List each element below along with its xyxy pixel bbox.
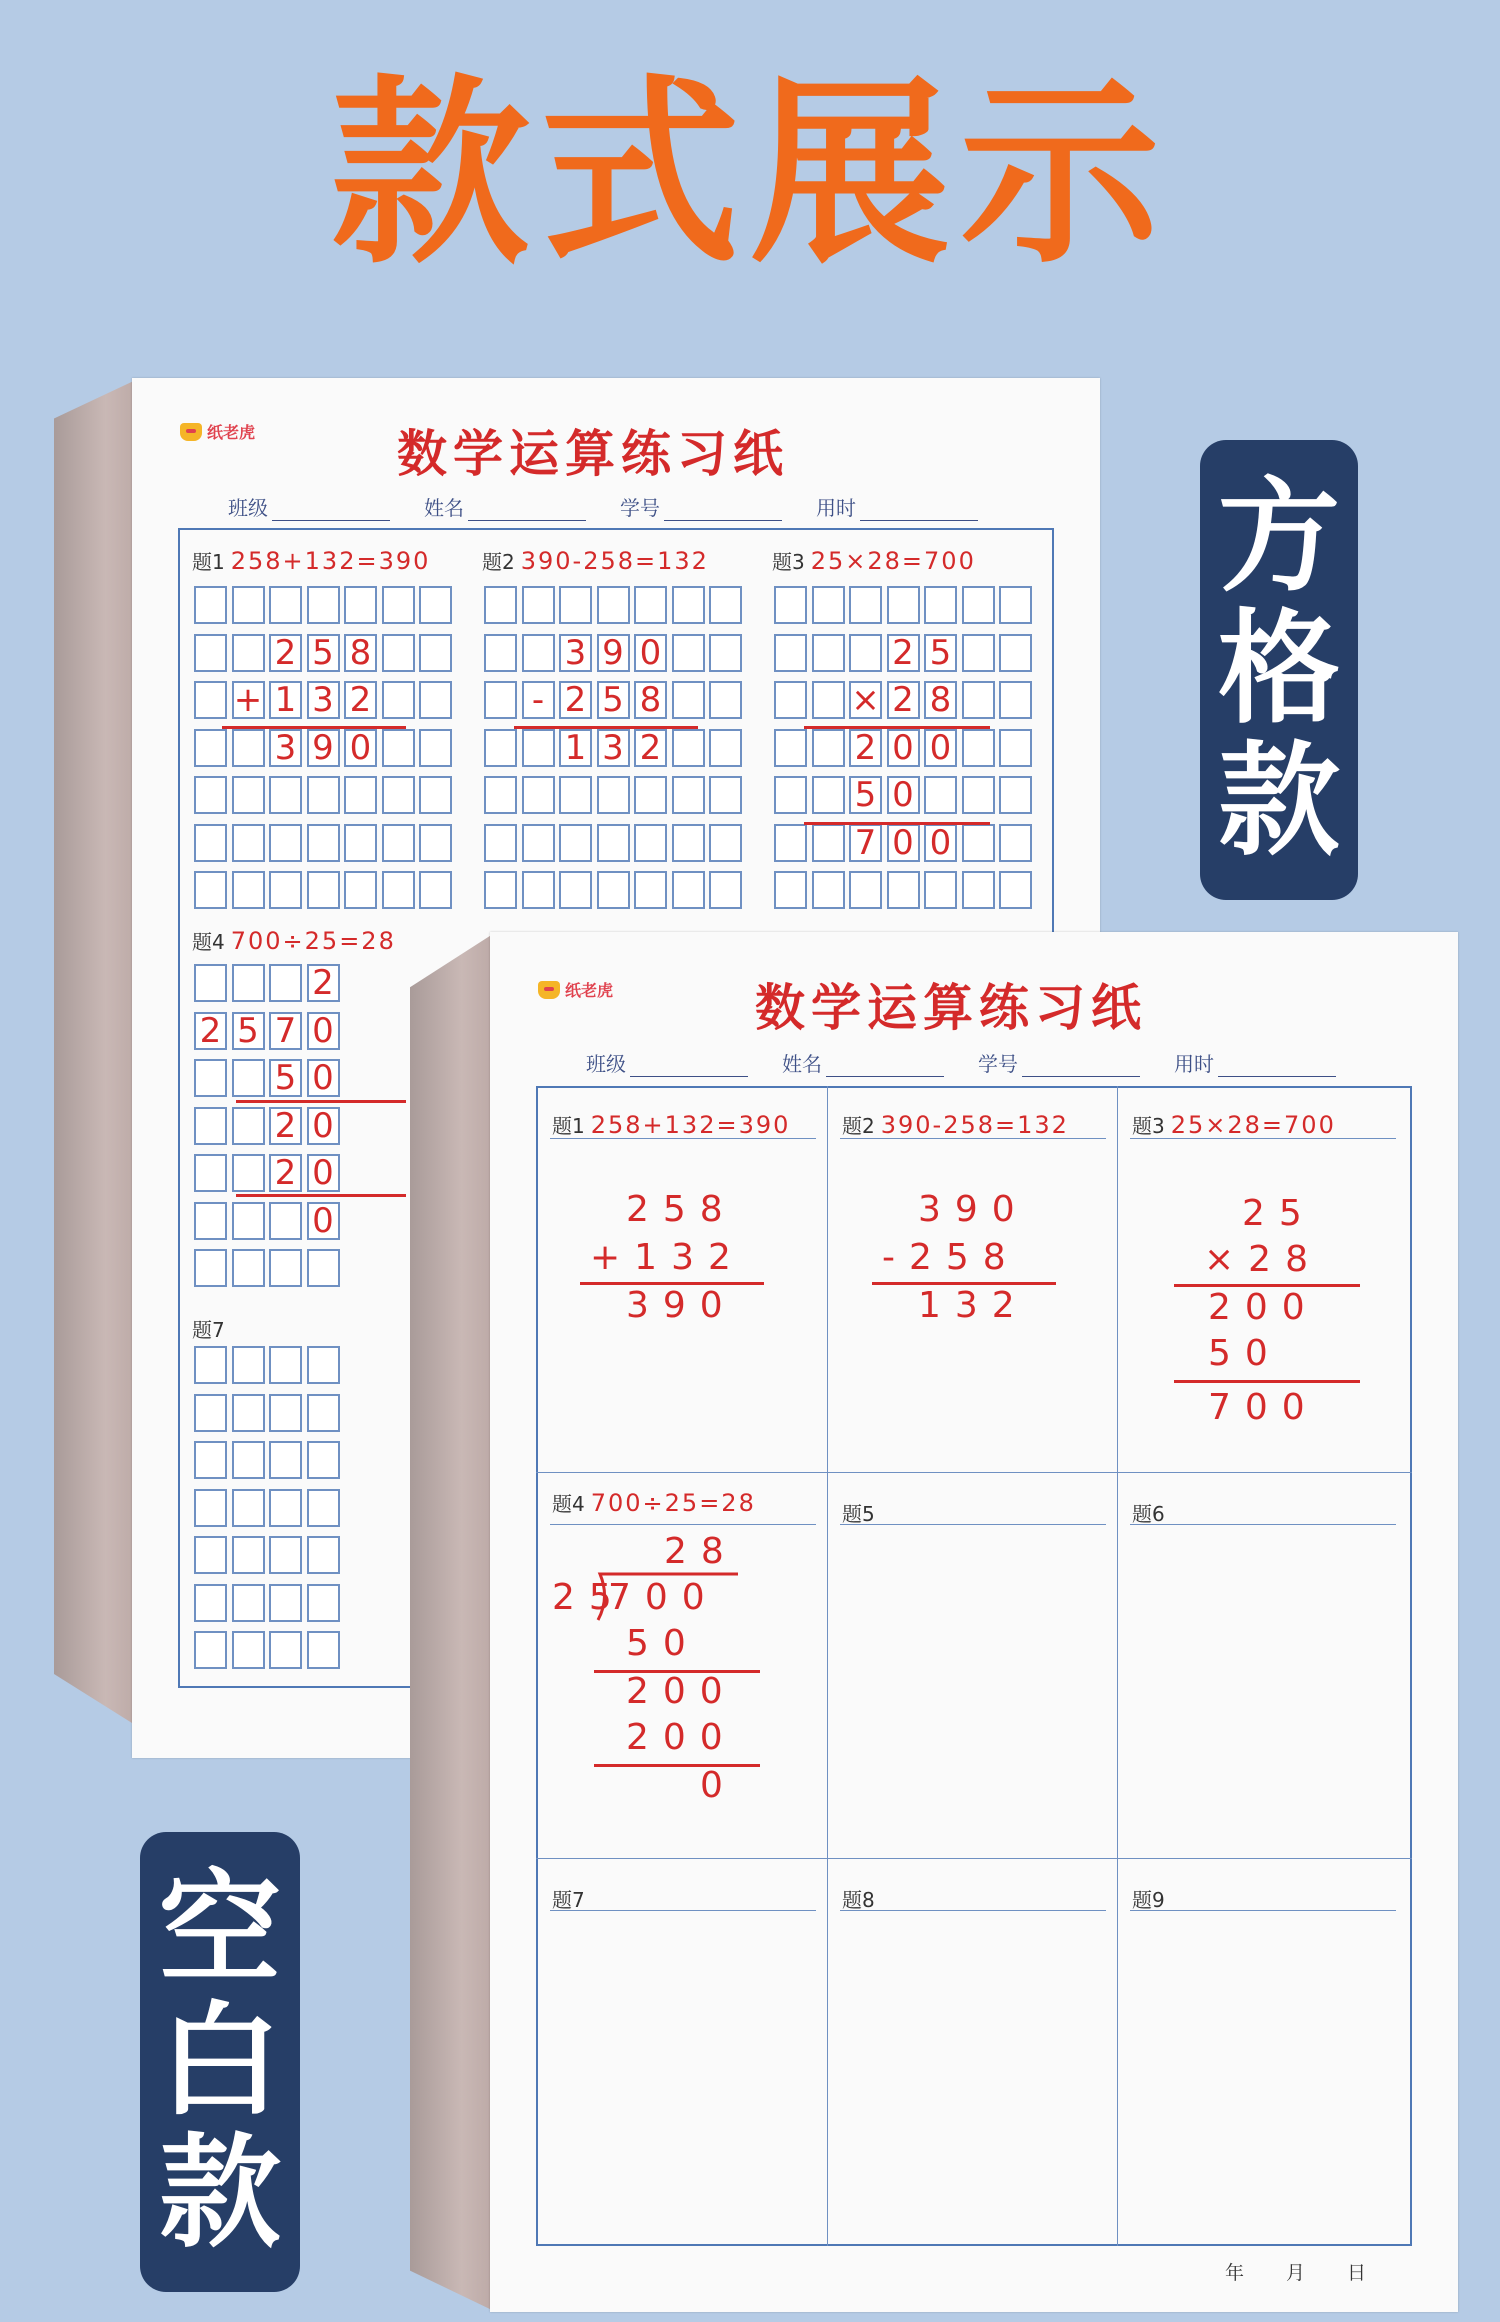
grid-cell bbox=[672, 729, 705, 767]
grid-q2-label: 题2 390-258=132 bbox=[482, 547, 709, 575]
q2-line-1: 390 bbox=[918, 1189, 1029, 1230]
grid-digit: 0 bbox=[349, 727, 372, 768]
grid-digit: 7 bbox=[854, 822, 877, 863]
grid-cell bbox=[307, 1441, 340, 1479]
grid-cell bbox=[269, 1631, 302, 1669]
grid-cell bbox=[419, 776, 452, 814]
grid-digit: 3 bbox=[274, 727, 297, 768]
blank-q9-label: 题9 bbox=[1132, 1888, 1165, 1912]
grid-cell bbox=[232, 586, 265, 624]
grid-cell bbox=[307, 1489, 340, 1527]
grid-cell bbox=[634, 776, 667, 814]
grid-cell bbox=[232, 634, 265, 672]
grid-digit: 0 bbox=[892, 775, 914, 815]
date-year: 年 bbox=[1225, 2262, 1245, 2284]
number-field: 学号 bbox=[978, 1048, 1140, 1077]
grid-q3-label: 题3 25×28=700 bbox=[772, 547, 976, 575]
grid-cell bbox=[382, 634, 415, 672]
grid-cell bbox=[709, 681, 742, 719]
grid-sheet-stack bbox=[54, 378, 140, 1728]
grid-digit: 2 bbox=[349, 680, 372, 720]
grid-cell bbox=[672, 586, 705, 624]
grid-cell bbox=[307, 1584, 340, 1622]
grid-cell bbox=[344, 824, 377, 862]
name-field: 姓名 bbox=[424, 492, 586, 521]
grid-cell bbox=[597, 776, 630, 814]
grid-cell bbox=[812, 729, 845, 767]
grid-cell bbox=[559, 586, 592, 624]
column-divider-2 bbox=[1117, 1086, 1118, 2246]
logo-text: 纸老虎 bbox=[565, 981, 614, 1000]
grid-cell bbox=[419, 729, 452, 767]
grid-cell bbox=[484, 681, 517, 719]
grid-cell bbox=[849, 871, 882, 909]
grid-digit: 3 bbox=[312, 680, 334, 720]
grid-cell bbox=[672, 824, 705, 862]
grid-cell bbox=[559, 871, 592, 909]
grid-cell bbox=[999, 586, 1032, 624]
grid-digit: + bbox=[233, 680, 263, 720]
grid-digit: 2 bbox=[892, 680, 914, 720]
tiger-logo-icon bbox=[180, 423, 202, 441]
grid-cell bbox=[344, 871, 377, 909]
grid-cell bbox=[962, 871, 995, 909]
grid-cell bbox=[484, 729, 517, 767]
grid-cell bbox=[344, 776, 377, 814]
grid-cell bbox=[774, 586, 807, 624]
blank-q4-underline bbox=[550, 1524, 816, 1525]
grid-style-badge: 方 格 款 bbox=[1200, 440, 1358, 900]
grid-cell bbox=[559, 824, 592, 862]
grid-cell bbox=[634, 871, 667, 909]
grid-cell bbox=[232, 964, 265, 1002]
grid-cell bbox=[232, 1489, 265, 1527]
main-title: 款式展示 bbox=[329, 58, 1170, 291]
grid-q4-label: 题4 700÷25=28 bbox=[192, 927, 396, 955]
grid-cell bbox=[924, 586, 957, 624]
grid-digit: 0 bbox=[312, 1010, 334, 1051]
grid-cell bbox=[419, 824, 452, 862]
grid-cell bbox=[522, 776, 555, 814]
grid-cell bbox=[307, 1536, 340, 1574]
grid-cell bbox=[307, 1249, 340, 1287]
grid-cell bbox=[484, 634, 517, 672]
grid-digit: 0 bbox=[929, 822, 952, 863]
grid-cell bbox=[232, 1154, 265, 1192]
grid-q1-label: 题1 258+132=390 bbox=[192, 547, 431, 575]
grid-cell bbox=[194, 681, 227, 719]
grid-cell bbox=[194, 1154, 227, 1192]
blank-q1-underline bbox=[550, 1138, 816, 1139]
q4-dividend: 700 bbox=[608, 1577, 719, 1618]
grid-cell bbox=[307, 1631, 340, 1669]
q3-line-4: 50 bbox=[1208, 1333, 1282, 1374]
grid-digit: 5 bbox=[602, 680, 624, 720]
grid-cell bbox=[709, 776, 742, 814]
grid-digit: 2 bbox=[892, 632, 914, 673]
grid-cell bbox=[232, 1536, 265, 1574]
grid-digit: 0 bbox=[892, 822, 914, 863]
grid-q7-label: 题7 bbox=[192, 1318, 225, 1342]
name-line[interactable] bbox=[826, 1055, 944, 1077]
grid-cell bbox=[522, 824, 555, 862]
grid-digit: 7 bbox=[274, 1010, 297, 1051]
grid-cell bbox=[709, 634, 742, 672]
tiger-logo-icon bbox=[538, 981, 560, 999]
grid-cell bbox=[774, 871, 807, 909]
grid-digit: 2 bbox=[854, 727, 877, 768]
grid-cell bbox=[232, 729, 265, 767]
grid-cell bbox=[887, 586, 920, 624]
grid-cell bbox=[382, 824, 415, 862]
grid-digit: 5 bbox=[854, 775, 877, 815]
grid-cell bbox=[812, 776, 845, 814]
grid-cell bbox=[269, 1489, 302, 1527]
grid-digit: 0 bbox=[312, 1153, 334, 1193]
grid-cell bbox=[709, 586, 742, 624]
grid-cell bbox=[672, 681, 705, 719]
grid-cell bbox=[672, 871, 705, 909]
grid-cell bbox=[999, 634, 1032, 672]
grid-cell bbox=[924, 776, 957, 814]
row-divider-2 bbox=[536, 1858, 1412, 1859]
grid-digit: - bbox=[531, 680, 545, 720]
blank-q3-underline bbox=[1130, 1138, 1396, 1139]
grid-digit: 0 bbox=[929, 727, 952, 768]
grid-digit: 8 bbox=[349, 632, 372, 673]
blank-q5-underline bbox=[840, 1524, 1106, 1525]
grid-cell bbox=[269, 1202, 302, 1240]
grid-digit: 2 bbox=[274, 1153, 297, 1193]
grid-cell bbox=[194, 1584, 227, 1622]
grid-cell bbox=[232, 1584, 265, 1622]
grid-cell bbox=[559, 776, 592, 814]
grid-cell bbox=[962, 776, 995, 814]
grid-cell bbox=[522, 634, 555, 672]
grid-digit: 0 bbox=[892, 727, 914, 768]
blank-q3-label: 题3 25×28=700 bbox=[1132, 1111, 1336, 1139]
blank-q7-underline bbox=[550, 1910, 816, 1911]
q4-remainder: 0 bbox=[700, 1765, 737, 1806]
date-day: 日 bbox=[1347, 2262, 1367, 2284]
grid-cell bbox=[232, 871, 265, 909]
grid-cell bbox=[774, 776, 807, 814]
grid-cell bbox=[194, 1249, 227, 1287]
grid-cell bbox=[194, 1631, 227, 1669]
grid-digit: 0 bbox=[639, 632, 662, 673]
grid-digit: 2 bbox=[199, 1010, 222, 1051]
time-line[interactable] bbox=[860, 499, 978, 521]
grid-cell bbox=[382, 586, 415, 624]
grid-cell bbox=[269, 1441, 302, 1479]
grid-cell bbox=[232, 824, 265, 862]
grid-cell bbox=[382, 871, 415, 909]
q4-quotient: 28 bbox=[664, 1531, 738, 1572]
blank-q6-underline bbox=[1130, 1524, 1396, 1525]
grid-cell bbox=[672, 634, 705, 672]
grid-digit: 3 bbox=[602, 727, 624, 768]
grid-cell bbox=[269, 1584, 302, 1622]
grid-digit: 2 bbox=[564, 680, 587, 720]
grid-cell bbox=[269, 586, 302, 624]
grid-cell bbox=[232, 1202, 265, 1240]
grid-cell bbox=[709, 871, 742, 909]
blank-q7-label: 题7 bbox=[552, 1888, 585, 1912]
blank-q5-label: 题5 bbox=[842, 1502, 875, 1526]
grid-cell bbox=[194, 776, 227, 814]
grid-cell bbox=[194, 1536, 227, 1574]
grid-cell bbox=[484, 776, 517, 814]
grid-cell bbox=[382, 681, 415, 719]
blank-q1-label: 题1 258+132=390 bbox=[552, 1111, 791, 1139]
q4-line-5: 200 bbox=[626, 1671, 737, 1712]
grid-cell bbox=[194, 1346, 227, 1384]
grid-cell bbox=[269, 1249, 302, 1287]
time-field: 用时 bbox=[1174, 1048, 1336, 1077]
grid-cell bbox=[774, 681, 807, 719]
grid-cell bbox=[194, 1059, 227, 1097]
grid-cell bbox=[269, 1346, 302, 1384]
q1-line-2: +132 bbox=[590, 1237, 745, 1278]
grid-result-line bbox=[236, 1194, 406, 1197]
grid-cell bbox=[194, 1202, 227, 1240]
q3-line-2: ×28 bbox=[1204, 1239, 1322, 1280]
grid-cell bbox=[307, 776, 340, 814]
grid-digit: 2 bbox=[312, 963, 334, 1003]
grid-digit: 2 bbox=[274, 1105, 297, 1146]
grid-cell bbox=[774, 824, 807, 862]
class-field: 班级 bbox=[228, 492, 390, 521]
grid-cell bbox=[419, 586, 452, 624]
grid-digit: 9 bbox=[312, 727, 334, 768]
grid-cell bbox=[269, 871, 302, 909]
grid-digit: 3 bbox=[564, 632, 587, 673]
grid-cell bbox=[307, 586, 340, 624]
grid-cell bbox=[597, 871, 630, 909]
blank-sheet-info-row bbox=[586, 1048, 1336, 1077]
class-line[interactable] bbox=[630, 1055, 748, 1077]
grid-digit: 9 bbox=[602, 632, 624, 673]
name-line[interactable] bbox=[468, 499, 586, 521]
grid-cell bbox=[194, 586, 227, 624]
grid-cell bbox=[484, 824, 517, 862]
grid-cell bbox=[634, 586, 667, 624]
grid-cell bbox=[307, 1394, 340, 1432]
grid-cell bbox=[962, 681, 995, 719]
grid-cell bbox=[522, 586, 555, 624]
grid-cell bbox=[194, 729, 227, 767]
grid-cell bbox=[962, 634, 995, 672]
q4-line-4: 50 bbox=[626, 1623, 700, 1664]
grid-cell bbox=[344, 586, 377, 624]
grid-cell bbox=[194, 964, 227, 1002]
blank-q9-underline bbox=[1130, 1910, 1396, 1911]
grid-cell bbox=[597, 586, 630, 624]
grid-cell bbox=[269, 1394, 302, 1432]
grid-result-line bbox=[514, 726, 698, 729]
grid-cell bbox=[484, 586, 517, 624]
grid-cell bbox=[232, 1441, 265, 1479]
grid-cell bbox=[232, 1394, 265, 1432]
q2-line-2: -258 bbox=[882, 1237, 1020, 1278]
grid-cell bbox=[522, 871, 555, 909]
grid-cell bbox=[774, 634, 807, 672]
grid-cell bbox=[672, 776, 705, 814]
grid-cell bbox=[269, 824, 302, 862]
blank-q6-label: 题6 bbox=[1132, 1502, 1165, 1526]
time-field: 用时 bbox=[816, 492, 978, 521]
grid-cell bbox=[709, 824, 742, 862]
grid-digit: 0 bbox=[312, 1058, 334, 1098]
grid-cell bbox=[962, 824, 995, 862]
grid-sheet-info-row bbox=[228, 492, 978, 521]
logo-text: 纸老虎 bbox=[207, 423, 256, 442]
grid-cell bbox=[419, 634, 452, 672]
row-divider-1 bbox=[536, 1472, 1412, 1473]
grid-cell bbox=[999, 776, 1032, 814]
q2-line-3: 132 bbox=[918, 1285, 1029, 1326]
class-line[interactable] bbox=[272, 499, 390, 521]
grid-cell bbox=[999, 729, 1032, 767]
grid-result-line bbox=[236, 1100, 406, 1103]
grid-sheet-title: 数学运算练习纸 bbox=[397, 424, 789, 483]
grid-cell bbox=[849, 586, 882, 624]
grid-cell bbox=[194, 824, 227, 862]
grid-cell bbox=[232, 1346, 265, 1384]
name-field: 姓名 bbox=[782, 1048, 944, 1077]
q3-line-3: 200 bbox=[1208, 1287, 1319, 1328]
grid-digit: 2 bbox=[274, 632, 297, 673]
q1-line-3: 390 bbox=[626, 1285, 737, 1326]
grid-cell bbox=[999, 824, 1032, 862]
blank-q8-label: 题8 bbox=[842, 1888, 875, 1912]
grid-cell bbox=[269, 1536, 302, 1574]
class-field: 班级 bbox=[586, 1048, 748, 1077]
grid-cell bbox=[999, 681, 1032, 719]
grid-cell bbox=[999, 871, 1032, 909]
q4-line-6: 200 bbox=[626, 1717, 737, 1758]
grid-digit: 1 bbox=[274, 680, 297, 720]
grid-result-line bbox=[804, 726, 990, 729]
grid-cell bbox=[887, 871, 920, 909]
grid-cell bbox=[924, 871, 957, 909]
column-divider-1 bbox=[827, 1086, 828, 2246]
grid-cell bbox=[194, 871, 227, 909]
grid-cell bbox=[962, 586, 995, 624]
blank-q8-underline bbox=[840, 1910, 1106, 1911]
grid-cell bbox=[194, 1441, 227, 1479]
grid-digit: 5 bbox=[929, 632, 952, 673]
number-line[interactable] bbox=[664, 499, 782, 521]
blank-q2-label: 题2 390-258=132 bbox=[842, 1111, 1069, 1139]
grid-cell bbox=[269, 776, 302, 814]
grid-digit: 8 bbox=[929, 680, 952, 720]
grid-cell bbox=[232, 1249, 265, 1287]
time-line[interactable] bbox=[1218, 1055, 1336, 1077]
grid-sheet-logo bbox=[180, 420, 255, 443]
grid-cell bbox=[812, 681, 845, 719]
grid-digit: 0 bbox=[312, 1105, 334, 1146]
grid-result-line bbox=[222, 726, 406, 729]
grid-digit: 0 bbox=[312, 1200, 334, 1241]
grid-digit: 8 bbox=[639, 680, 662, 720]
q3-line-1: 25 bbox=[1242, 1193, 1316, 1234]
grid-cell bbox=[232, 1107, 265, 1145]
grid-cell bbox=[307, 1346, 340, 1384]
grid-cell bbox=[232, 1631, 265, 1669]
grid-digit: 5 bbox=[312, 632, 334, 673]
grid-cell bbox=[194, 1489, 227, 1527]
grid-cell bbox=[962, 729, 995, 767]
q3-total-line bbox=[1174, 1380, 1360, 1383]
grid-cell bbox=[194, 1107, 227, 1145]
grid-digit: 2 bbox=[639, 727, 662, 768]
date-row bbox=[1225, 2258, 1366, 2285]
grid-cell bbox=[812, 586, 845, 624]
q1-line-1: 258 bbox=[626, 1189, 737, 1230]
grid-cell bbox=[194, 1394, 227, 1432]
q3-line-5: 700 bbox=[1208, 1387, 1319, 1428]
grid-cell bbox=[709, 729, 742, 767]
grid-cell bbox=[849, 634, 882, 672]
grid-result-line bbox=[804, 822, 990, 825]
number-field: 学号 bbox=[620, 492, 782, 521]
grid-cell bbox=[419, 871, 452, 909]
grid-cell bbox=[307, 871, 340, 909]
grid-cell bbox=[484, 871, 517, 909]
grid-cell bbox=[307, 824, 340, 862]
grid-cell bbox=[232, 1059, 265, 1097]
blank-q4-label: 题4 700÷25=28 bbox=[552, 1489, 756, 1517]
blank-style-badge: 空 白 款 bbox=[140, 1832, 300, 2292]
q4-divisor: 25 bbox=[552, 1577, 626, 1618]
grid-cell bbox=[812, 824, 845, 862]
grid-cell bbox=[419, 681, 452, 719]
grid-digit: 5 bbox=[274, 1058, 297, 1098]
grid-cell bbox=[382, 729, 415, 767]
grid-cell bbox=[774, 729, 807, 767]
grid-cell bbox=[522, 729, 555, 767]
grid-cell bbox=[597, 824, 630, 862]
grid-cell bbox=[269, 964, 302, 1002]
date-month: 月 bbox=[1286, 2262, 1306, 2284]
blank-sheet-logo bbox=[538, 978, 613, 1001]
grid-cell bbox=[812, 634, 845, 672]
number-line[interactable] bbox=[1022, 1055, 1140, 1077]
grid-cell bbox=[232, 776, 265, 814]
grid-digit: 5 bbox=[237, 1010, 259, 1051]
blank-q2-underline bbox=[840, 1138, 1106, 1139]
blank-sheet-title: 数学运算练习纸 bbox=[755, 978, 1147, 1037]
grid-cell bbox=[194, 634, 227, 672]
blank-sheet bbox=[490, 932, 1458, 2312]
grid-cell bbox=[812, 871, 845, 909]
grid-cell bbox=[634, 824, 667, 862]
blank-sheet-stack bbox=[410, 932, 496, 2312]
grid-digit: 1 bbox=[564, 727, 587, 768]
grid-digit: × bbox=[851, 680, 880, 720]
grid-cell bbox=[382, 776, 415, 814]
